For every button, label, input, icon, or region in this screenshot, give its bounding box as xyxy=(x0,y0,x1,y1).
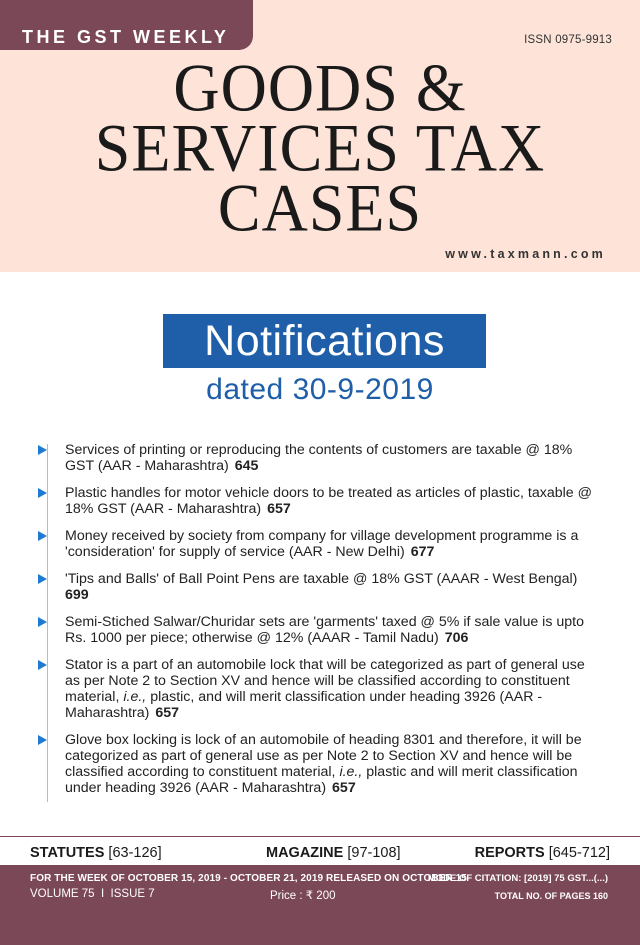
section-range: [63-126] xyxy=(108,845,162,861)
bullet-arrow-icon xyxy=(38,617,47,627)
bullet-arrow-icon xyxy=(38,735,47,745)
list-item xyxy=(34,485,594,517)
item-page-ref: 657 xyxy=(332,780,356,796)
item-text: Stator is a part of an automobile lock that will be categorized as part of general use as per Note 2 to Section XV and hence will be classified according to constituent material, xyxy=(65,657,585,705)
list-item xyxy=(34,571,594,603)
citation-mode: MODE OF CITATION: [2019] 75 GST...(...) xyxy=(427,873,608,884)
footer-band xyxy=(0,865,640,945)
list-item xyxy=(34,614,594,646)
item-page-ref: 677 xyxy=(410,544,435,560)
bullet-arrow-icon xyxy=(38,531,47,541)
issue-week: FOR THE WEEK OF OCTOBER 15, 2019 - OCTOBER 21, 2019 RELEASED ON OCTOBER 15 xyxy=(30,873,467,884)
masthead xyxy=(0,0,640,272)
item-text: Semi-Stiched Salwar/Churidar sets are 'garments' taxed @ 5% if sale value is upto Rs. 1000 per piece; otherwise @ 12% (AAAR - Tamil Nadu) xyxy=(65,614,584,646)
list-item xyxy=(34,732,594,796)
title-line: CASES xyxy=(217,169,423,246)
title-line: GOODS & xyxy=(173,49,467,126)
item-page-ref: 645 xyxy=(234,458,259,474)
section-magazine xyxy=(266,845,401,861)
item-text: Money received by society from company for village development programme is a 'consideration' for supply of service (AAR - New Delhi) xyxy=(65,528,579,560)
notifications-date: dated 30-9-2019 xyxy=(206,373,434,406)
bullet-arrow-icon xyxy=(38,445,47,455)
volume-issue: VOLUME 75 I ISSUE 7 xyxy=(30,888,155,900)
section-range: [97-108] xyxy=(347,845,401,861)
item-text: plastic, and will merit classification under heading 3926 (AAR - Maharashtra) xyxy=(65,689,543,721)
list-item xyxy=(34,528,594,560)
section-name: REPORTS xyxy=(474,845,545,861)
section-range: [645-712] xyxy=(548,845,610,861)
item-page-ref: 699 xyxy=(65,587,89,603)
item-page-ref: 657 xyxy=(267,501,291,517)
bullet-arrow-icon xyxy=(38,488,47,498)
item-text-italic: i.e., xyxy=(123,689,147,705)
section-reports xyxy=(475,845,610,861)
notifications-heading: Notifications xyxy=(163,314,486,368)
publication-title xyxy=(0,49,640,246)
price: Price : ₹ 200 xyxy=(270,890,336,902)
section-name: MAGAZINE xyxy=(266,845,344,861)
list-item xyxy=(34,442,594,474)
section-statutes xyxy=(30,845,162,861)
notification-list xyxy=(34,442,594,807)
item-text: 'Tips and Balls' of Ball Point Pens are taxable @ 18% GST (AAAR - West Bengal) xyxy=(65,571,578,587)
section-name: STATUTES xyxy=(30,845,105,861)
item-text-italic: i.e., xyxy=(339,764,363,780)
issn-number: ISSN 0975-9913 xyxy=(524,34,612,46)
list-item xyxy=(34,657,594,721)
item-text: Services of printing or reproducing the contents of customers are taxable @ 18% GST (AAR - Maharashtra) xyxy=(65,442,573,474)
bullet-arrow-icon xyxy=(38,660,47,670)
series-tag: THE GST WEEKLY xyxy=(0,0,253,50)
item-text: Glove box locking is lock of an automobile of heading 8301 and therefore, it will be categorized as part of general use as per Note 2 to Section XV and hence will be classified according to constituent material, xyxy=(65,732,582,780)
sections-bar xyxy=(0,836,640,866)
bullet-arrow-icon xyxy=(38,574,47,584)
item-page-ref: 706 xyxy=(444,630,469,646)
title-line: SERVICES TAX xyxy=(94,109,546,186)
total-pages: TOTAL NO. OF PAGES 160 xyxy=(494,891,608,901)
item-page-ref: 657 xyxy=(155,705,180,721)
item-text: plastic and will merit classification under heading 3926 (AAR - Maharashtra) xyxy=(65,764,578,796)
item-text: Plastic handles for motor vehicle doors to be treated as articles of plastic, taxable @ 18% GST (AAR - Maharashtra) xyxy=(65,485,592,517)
website-url: www.taxmann.com xyxy=(445,247,606,261)
